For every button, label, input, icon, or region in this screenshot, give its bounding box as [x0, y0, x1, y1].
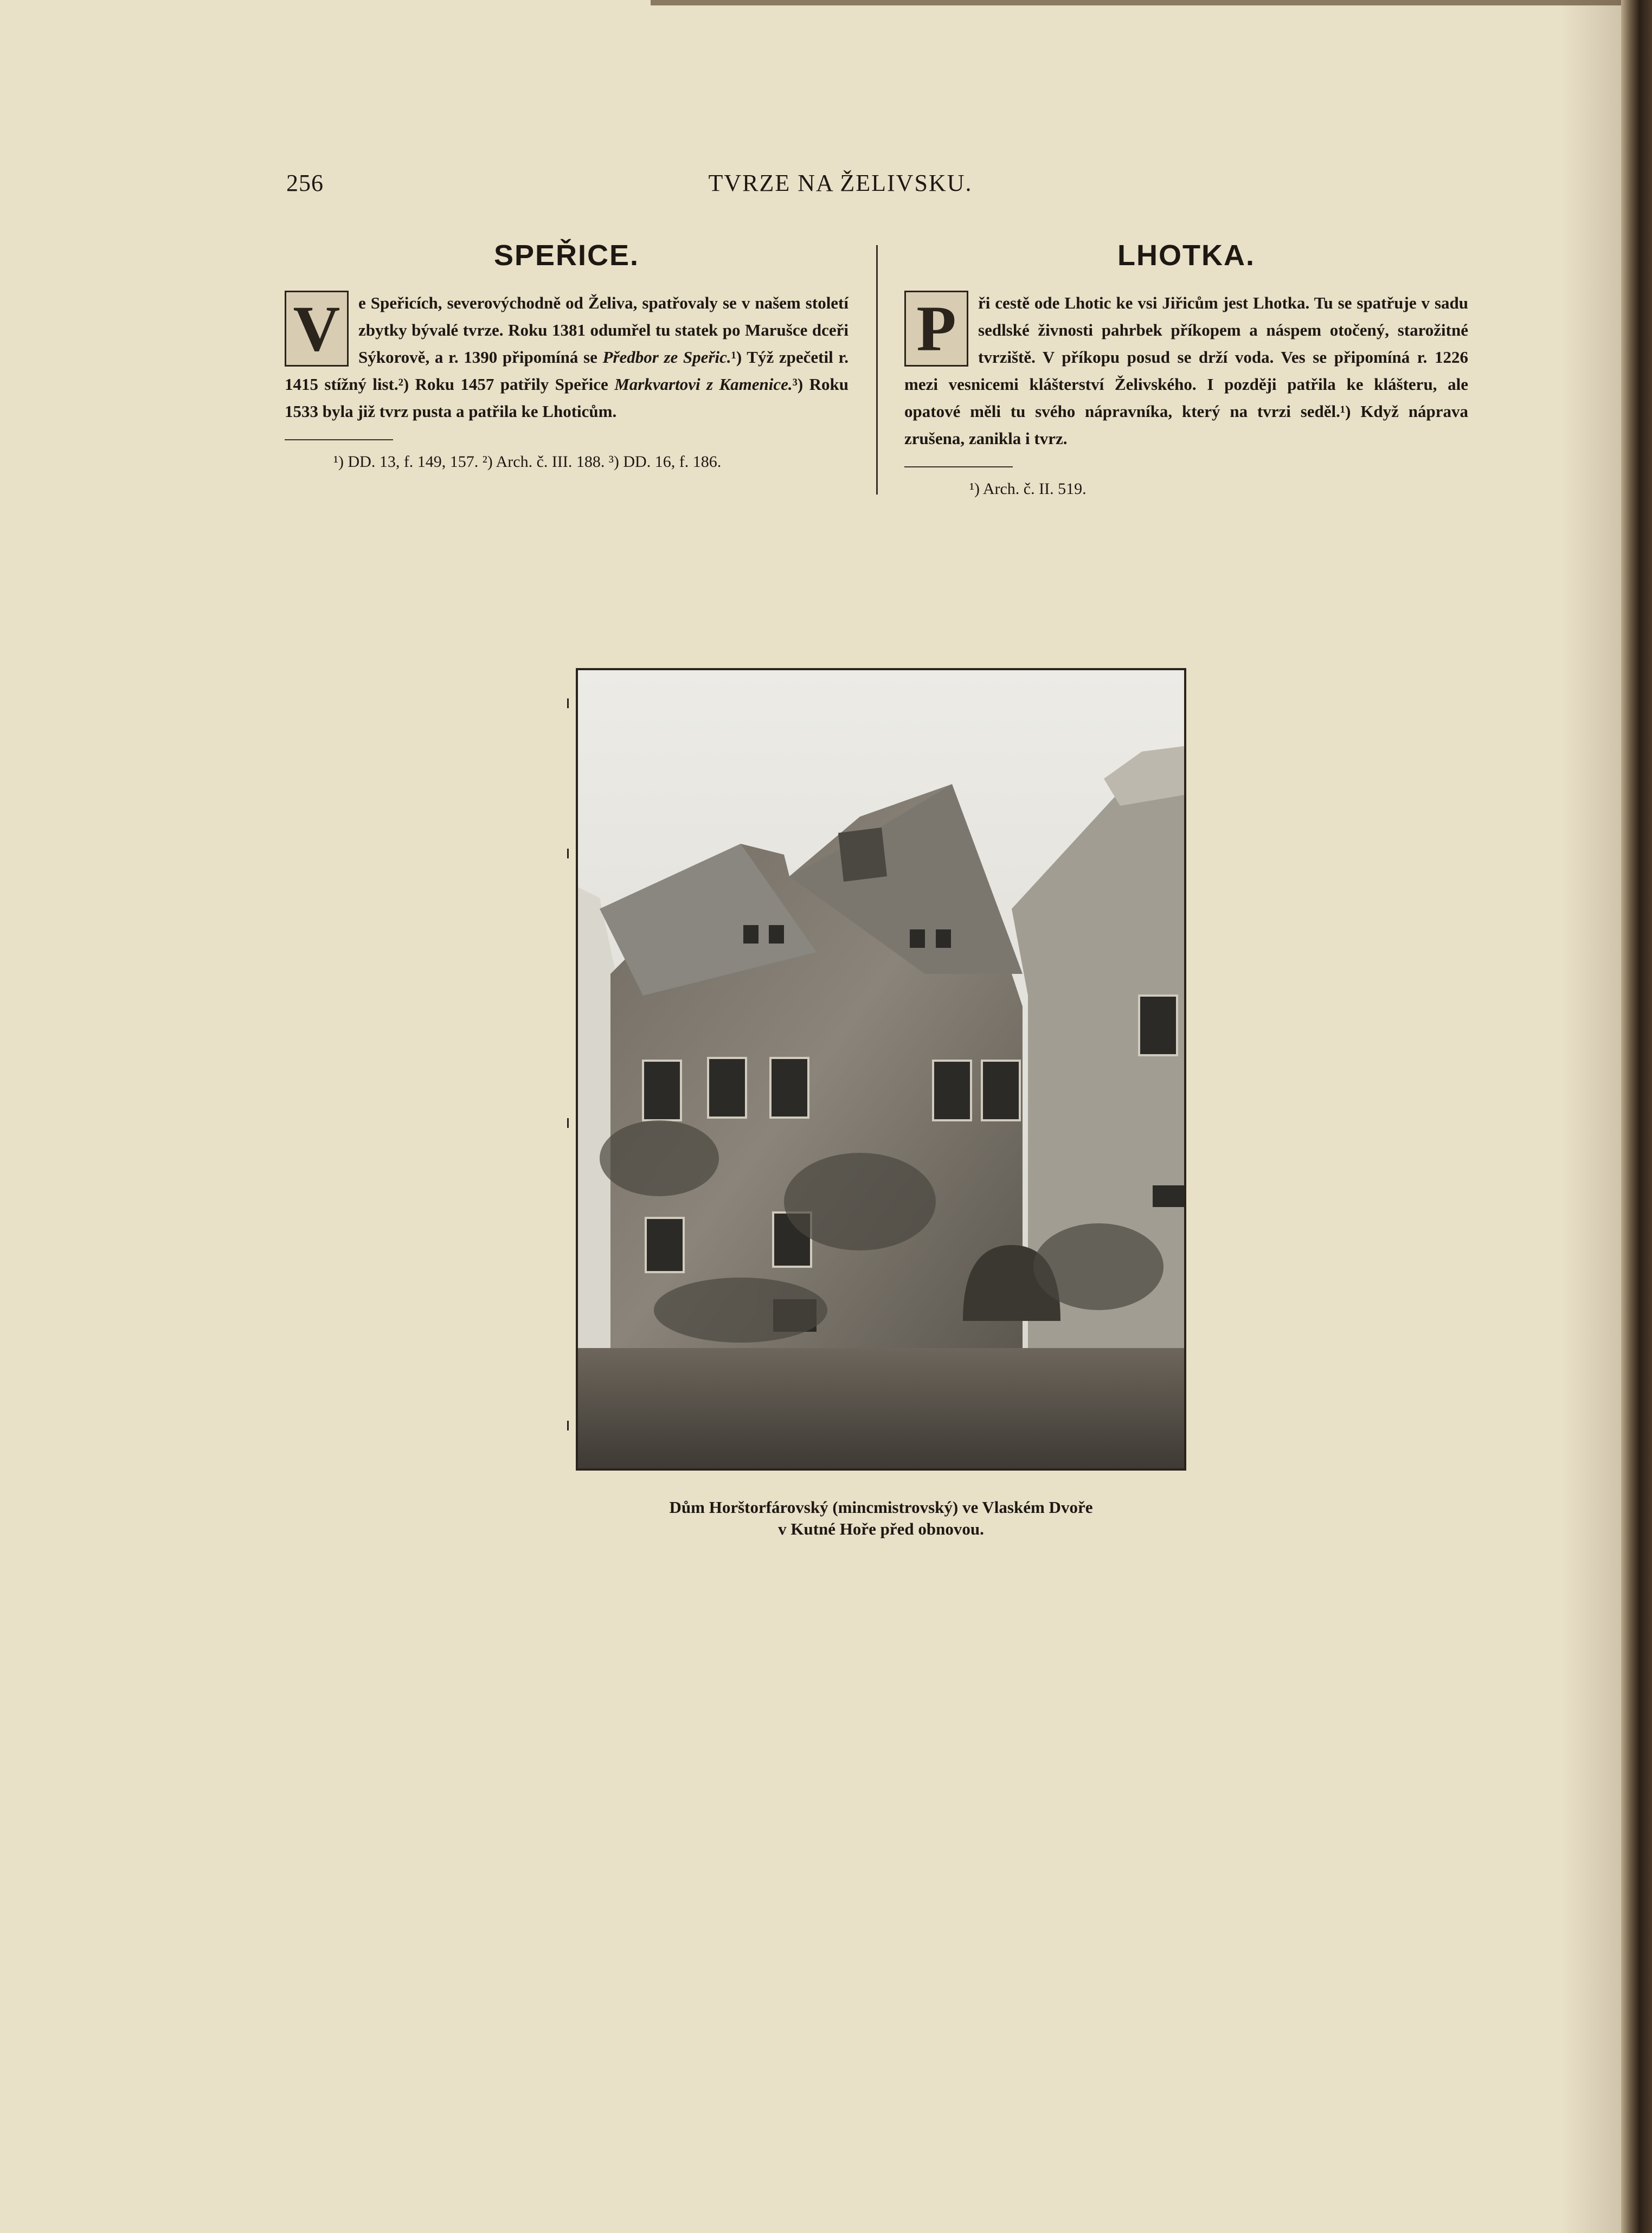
section-title: SPEŘICE.: [493, 239, 640, 272]
section-lhotka: [904, 239, 1468, 500]
margin-tick: [567, 1421, 569, 1430]
dropcap-initial: P: [904, 291, 968, 367]
body-text-part: ³) Roku 1533 byla již tvrz pusta a patřila ke Lhoticům.: [285, 375, 849, 421]
footnote: ¹) Arch. č. II. 519.: [969, 480, 1087, 498]
photograph-image: [578, 670, 1184, 1468]
caption-line: Dům Horštorfárovský (mincmistrovský) ve Vlaském Dvoře: [669, 1498, 1093, 1517]
body-text-part: ři cestě ode Lhotic ke vsi Jiřicům jest Lhotka. Tu se spatřuje v sadu sedlské živnosti pahrbek příkopem a náspem otočený, starožitné tvrziště. V příkopu posud se drží voda. Ves se připomíná r. 1226 mezi vesnicemi klášterství Želivského. I později patřila ke klášteru, ale opatové měli tu svého nápravníka, který na tvrzi seděl.¹) Když náprava zrušena, zanikla i tvrz.: [904, 293, 1468, 448]
gutter-shadow: [1561, 0, 1621, 2233]
section-title: LHOTKA.: [1117, 239, 1255, 272]
body-text-part: ¹) Týž zpečetil r. 1415 stížný list.²) Roku 1457 patřily Speřice: [285, 348, 849, 394]
section-body: [285, 290, 849, 425]
building-photograph: [576, 668, 1186, 1471]
body-italic-name: Předbor ze Speřic.: [602, 348, 731, 367]
body-text-part: e Speřicích, severovýchodně od Želiva, spatřovaly se v našem století zbytky bývalé tvrze. Roku 1381 odumřel tu statek po Marušce dceři Sýkorově, a r. 1390 připomíná se: [358, 293, 849, 367]
section-sperice: [285, 239, 849, 473]
book-spine-edge: [1621, 0, 1652, 2233]
figure-caption: [542, 1497, 1220, 1540]
top-page-edge: [651, 0, 1621, 5]
dropcap-initial: V: [285, 291, 349, 367]
margin-tick: [567, 698, 569, 708]
footnote: ¹) DD. 13, f. 149, 157. ²) Arch. č. III. 188. ³) DD. 16, f. 186.: [333, 453, 722, 471]
column-divider: [876, 245, 878, 495]
page-number: 256: [286, 170, 324, 196]
body-italic-name: Markvartovi z Kamenice.: [614, 375, 793, 394]
footnote-rule: [904, 466, 1013, 467]
running-head: TVRZE NA ŽELIVSKU.: [708, 170, 973, 196]
margin-tick: [567, 1118, 569, 1128]
margin-tick: [567, 849, 569, 858]
footnote-rule: [285, 439, 393, 440]
section-body: [904, 290, 1468, 452]
caption-line: v Kutné Hoře před obnovou.: [778, 1519, 984, 1538]
